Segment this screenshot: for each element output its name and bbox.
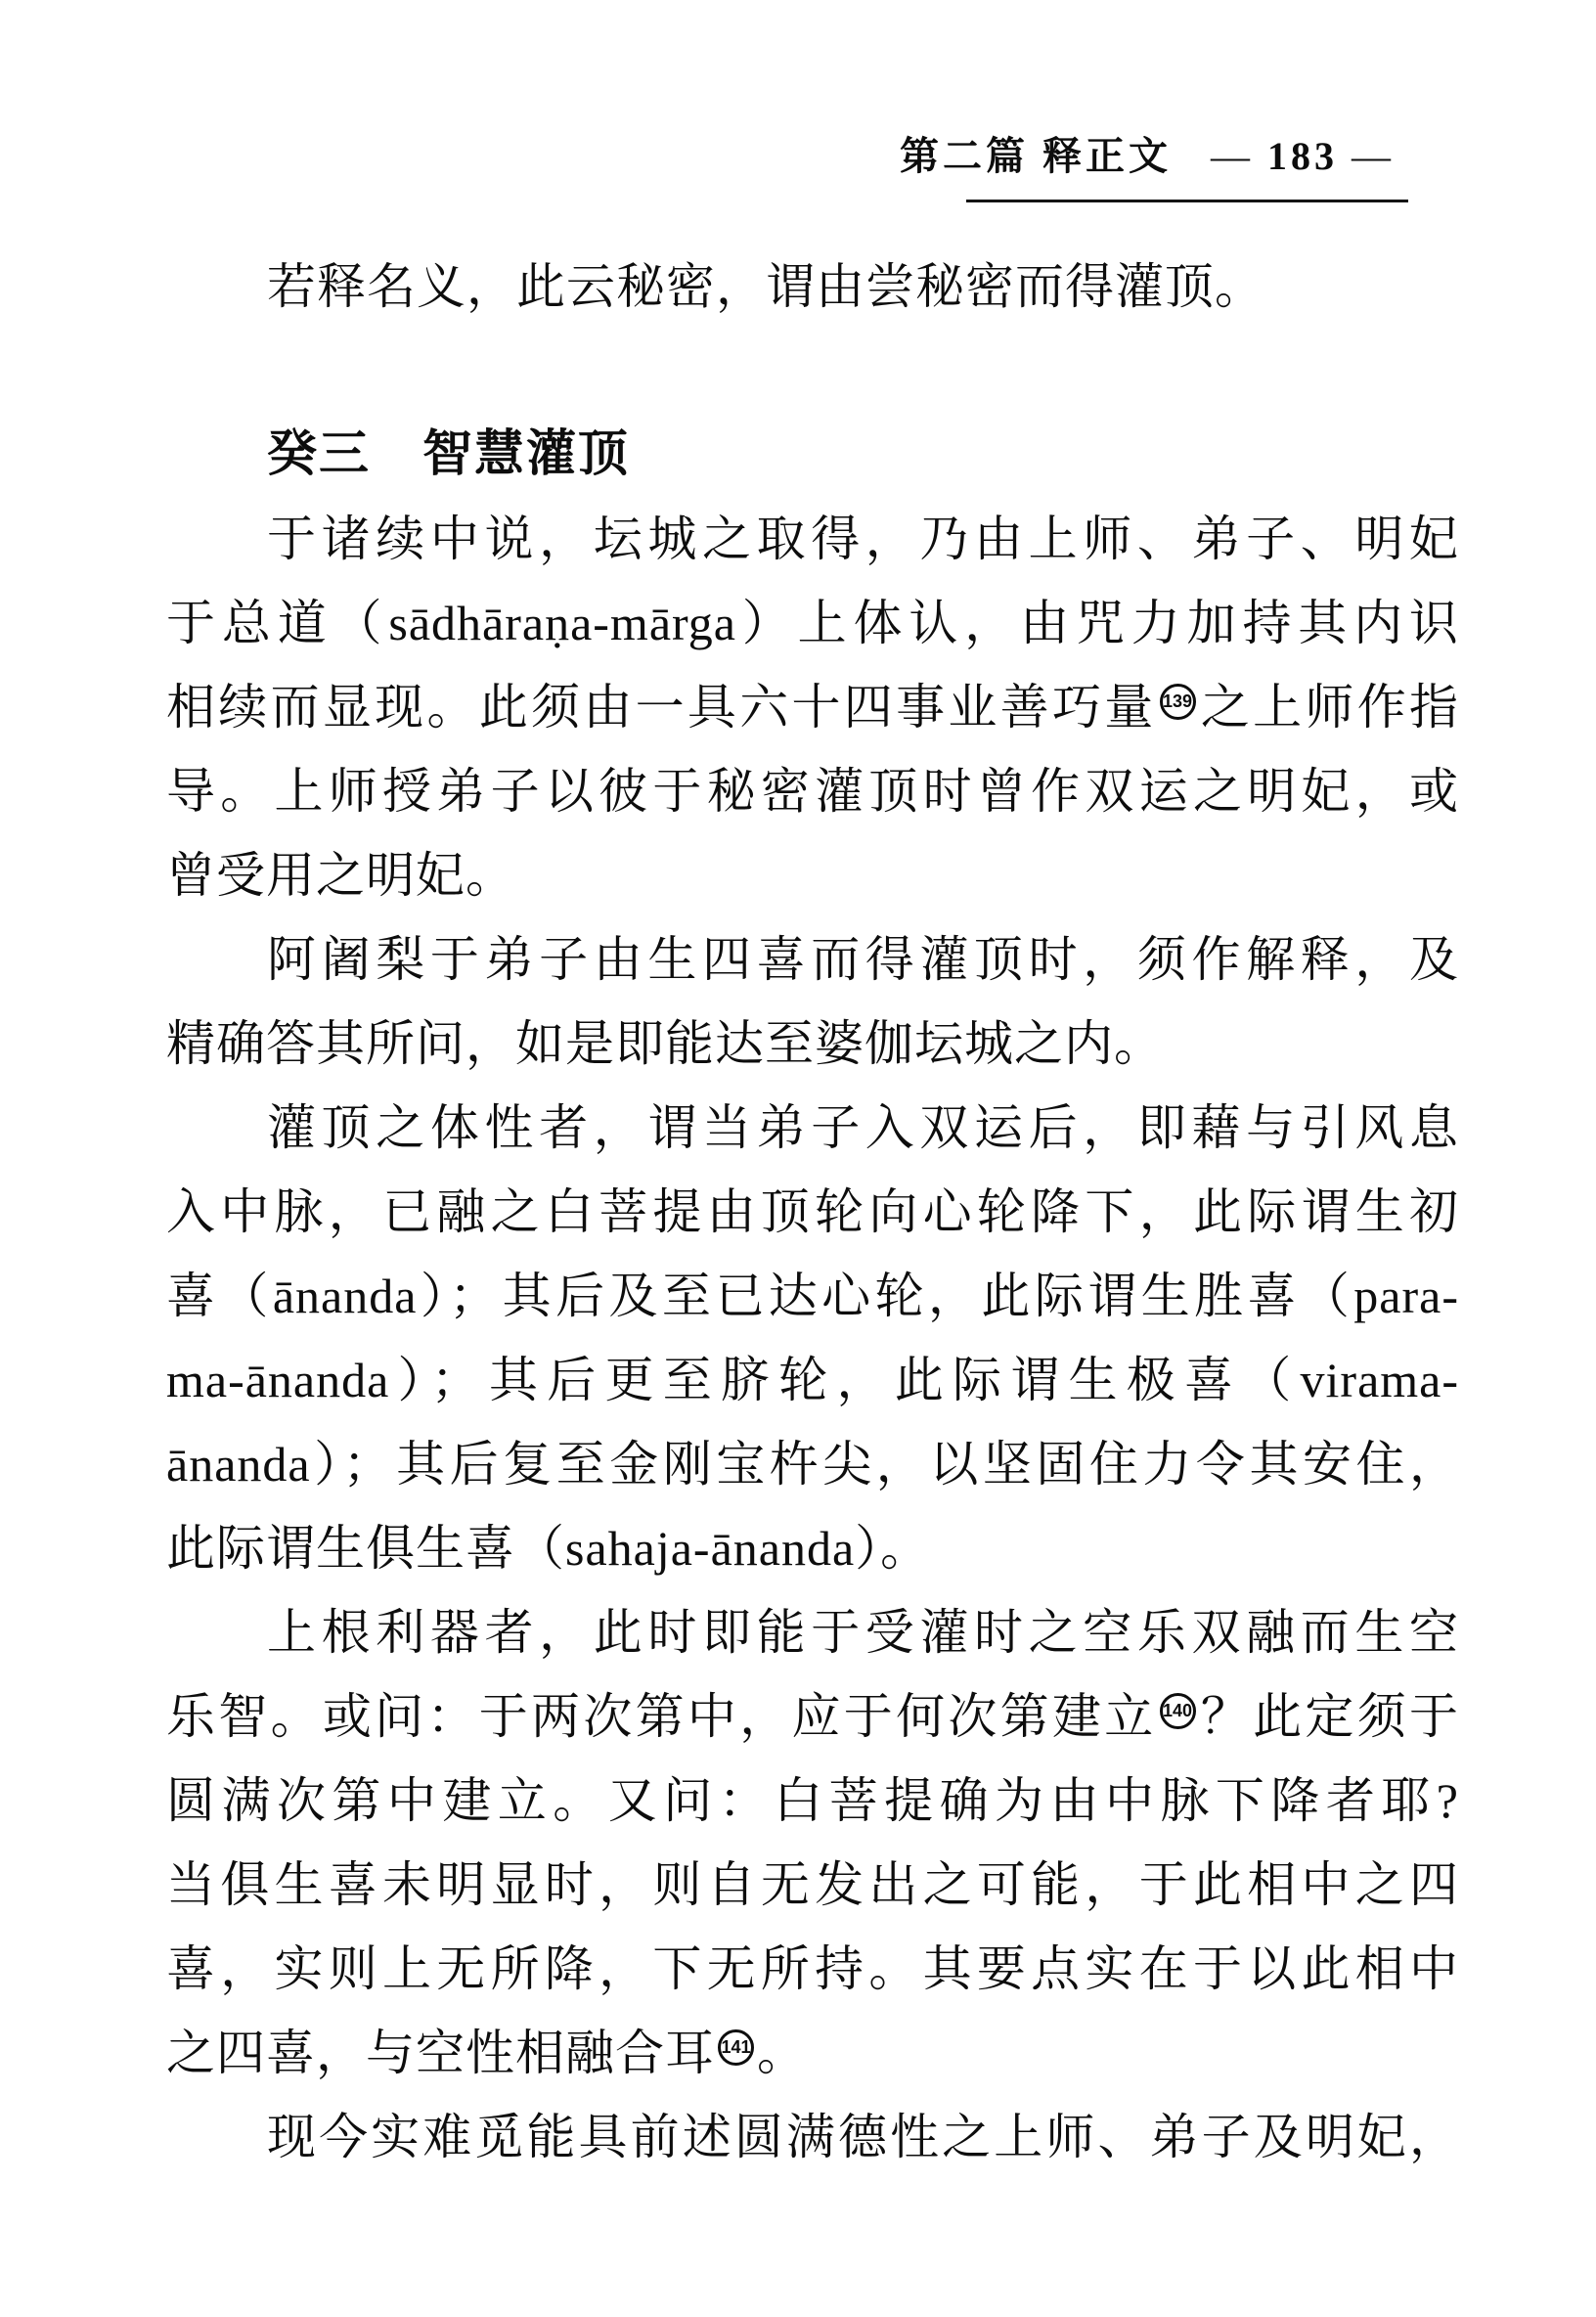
text-line: 于诸续中说，坛城之取得，乃由上师、弟子、明妃 bbox=[267, 512, 1459, 566]
text-line: 灌顶之体性者，谓当弟子入双运后，即藉与引风息 bbox=[267, 1100, 1459, 1155]
text-line: 阿阇梨于弟子由生四喜而得灌顶时，须作解释，及 bbox=[267, 932, 1459, 987]
text-line: 现今实难觅能具前述圆满德性之上师、弟子及明妃， bbox=[267, 2110, 1459, 2164]
text-line: 导。上师授弟子以彼于秘密灌顶时曾作双运之明妃，或 bbox=[166, 764, 1459, 819]
text-segment: ？此定须于 bbox=[1198, 1689, 1460, 1744]
text-line: 入中脉，已融之白菩提由顶轮向心轮降下，此际谓生初 bbox=[166, 1184, 1459, 1239]
footnote-marker-139: 139 bbox=[1160, 684, 1196, 720]
text-line: 喜，实则上无所降，下无所持。其要点实在于以此相中 bbox=[166, 1941, 1459, 1996]
section-heading: 癸三 智慧灌顶 bbox=[267, 427, 631, 482]
text-line: 喜（ānanda）；其后及至已达心轮，此际谓生胜喜（para- bbox=[166, 1269, 1459, 1323]
page-number-dash-right: — bbox=[1352, 134, 1395, 178]
header-rule bbox=[966, 200, 1408, 202]
text-segment: 乐智。或问：于两次第中，应于何次第建立 bbox=[166, 1689, 1157, 1744]
text-line: 此际谓生俱生喜（sahaja-ānanda）。 bbox=[166, 1521, 931, 1576]
text-line bbox=[166, 665, 1459, 749]
footnote-marker-141: 141 bbox=[718, 2029, 754, 2066]
text-line: 曾受用之明妃。 bbox=[166, 848, 515, 903]
text-line: 若释名义，此云秘密，谓由尝秘密而得灌顶。 bbox=[267, 259, 1264, 314]
page-header bbox=[900, 125, 1408, 181]
text-line: 于总道（sādhāraṇa-mārga）上体认，由咒力加持其内识 bbox=[166, 596, 1459, 650]
text-line: ma-ānanda）；其后更至脐轮，此际谓生极喜（virama- bbox=[166, 1353, 1459, 1407]
text-line bbox=[166, 1674, 1459, 1759]
text-line bbox=[166, 2011, 1459, 2095]
text-line: 圆满次第中建立。又问：白菩提确为由中脉下降者耶? bbox=[166, 1773, 1459, 1828]
footnote-marker-140: 140 bbox=[1160, 1693, 1196, 1729]
page-number: 183 bbox=[1267, 134, 1338, 178]
text-line: 当俱生喜未明显时，则自无发出之可能，于此相中之四 bbox=[166, 1857, 1459, 1912]
text-line: 上根利器者，此时即能于受灌时之空乐双融而生空 bbox=[267, 1605, 1459, 1660]
text-line: ānanda）；其后复至金刚宝杵尖，以坚固住力令其安住， bbox=[166, 1437, 1459, 1492]
text-line: 精确答其所问，如是即能达至婆伽坛城之内。 bbox=[166, 1016, 1164, 1071]
text-segment: 之四喜，与空性相融合耳 bbox=[166, 2026, 715, 2080]
text-segment: 。 bbox=[757, 2026, 807, 2080]
page-number-dash-left: — bbox=[1211, 134, 1254, 178]
text-segment: 之上师作指 bbox=[1198, 680, 1460, 735]
section-title: 第二篇 释正文 bbox=[900, 134, 1172, 178]
text-segment: 相续而显现。此须由一具六十四事业善巧量 bbox=[166, 680, 1157, 735]
page-body-text bbox=[166, 245, 1459, 2179]
